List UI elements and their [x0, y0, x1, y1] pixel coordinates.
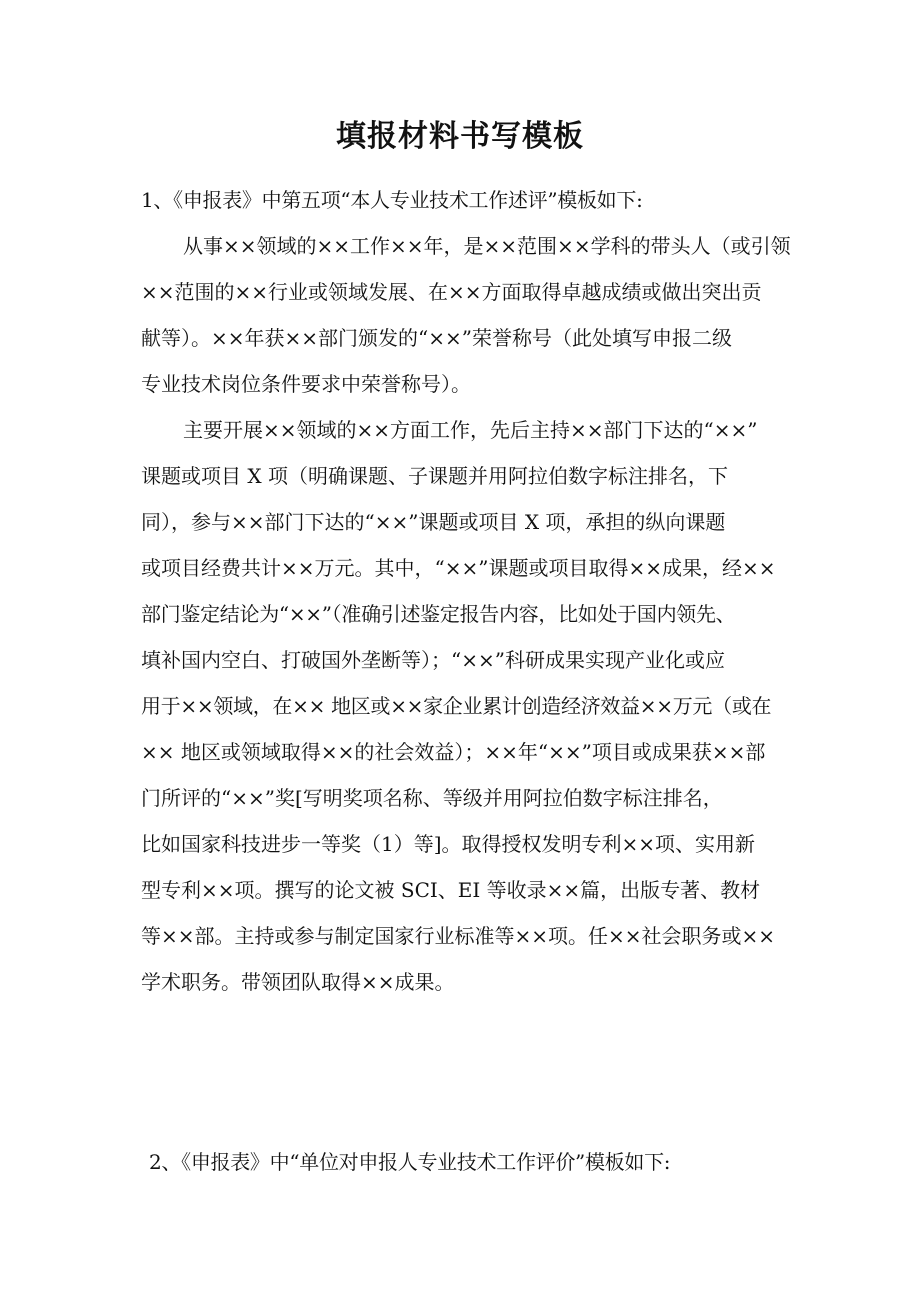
paragraph-2-line: 用于××领域，在×× 地区或××家企业累计创造经济效益××万元（或在	[141, 694, 772, 718]
paragraph-2-line: 等××部。主持或参与制定国家行业标准等××项。任××社会职务或××	[141, 924, 776, 948]
paragraph-1-line: 献等）。××年获××部门颁发的“××”荣誉称号（此处填写申报二级	[141, 326, 732, 350]
paragraph-1-line: ××范围的××行业或领域发展、在××方面取得卓越成绩或做出突出贡	[141, 280, 762, 304]
paragraph-2-line: 部门鉴定结论为“××”（准确引述鉴定报告内容，比如处于国内领先、	[141, 602, 736, 626]
paragraph-2-line: ×× 地区或领域取得××的社会效益）；××年“××”项目或成果获××部	[141, 740, 766, 764]
paragraph-2-line: 主要开展××领域的××方面工作，先后主持××部门下达的“××”	[183, 418, 758, 442]
paragraph-2-line: 学术职务。带领团队取得××成果。	[141, 970, 455, 994]
paragraph-1-line: 从事××领域的××工作××年，是××范围××学科的带头人（或引领	[183, 234, 791, 258]
paragraph-2-line: 或项目经费共计××万元。其中，“××”课题或项目取得××成果，经××	[141, 556, 776, 580]
paragraph-1-line: 专业技术岗位条件要求中荣誉称号）。	[141, 372, 471, 396]
document-title: 填报材料书写模板	[336, 119, 584, 154]
paragraph-2-line: 比如国家科技进步一等奖（1）等]。取得授权发明专利××项、实用新	[141, 832, 756, 856]
section-1-heading: 1、《申报表》中第五项“本人专业技术工作述评”模板如下:	[141, 188, 643, 212]
section-2-heading: 2、《申报表》中“单位对申报人专业技术工作评价”模板如下:	[149, 1150, 671, 1174]
paragraph-2-line: 门所评的“××”奖[写明奖项名称、等级并用阿拉伯数字标注排名，	[141, 786, 723, 810]
paragraph-2-line: 同），参与××部门下达的“××”课题或项目 X 项，承担的纵向课题	[141, 510, 726, 534]
paragraph-2-line: 型专利××项。撰写的论文被 SCI、EI 等收录××篇，出版专著、教材	[141, 878, 761, 902]
paragraph-2-line: 课题或项目 X 项（明确课题、子课题并用阿拉伯数字标注排名，下	[141, 464, 728, 488]
paragraph-2-line: 填补国内空白、打破国外垄断等）；“××”科研成果实现产业化或应	[141, 648, 725, 672]
